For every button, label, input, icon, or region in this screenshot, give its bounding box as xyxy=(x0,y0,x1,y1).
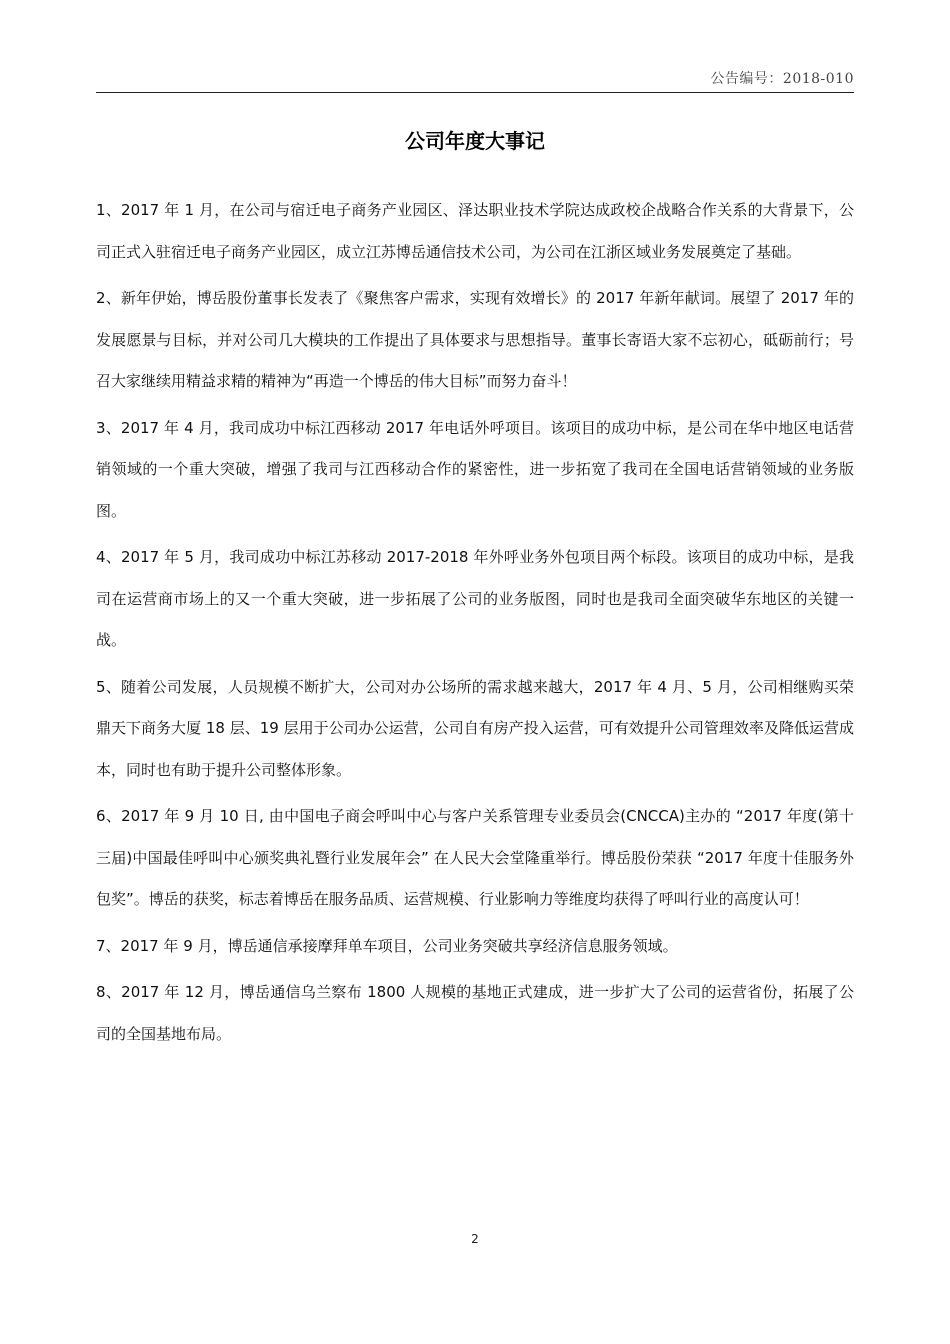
page-number: 2 xyxy=(471,1232,479,1246)
page-header xyxy=(96,70,854,93)
event-item-2: 2、新年伊始，博岳股份董事长发表了《聚焦客户需求，实现有效增长》的 2017 年新年献词。展望了 2017 年的发展愿景与目标，并对公司几大模块的工作提出了具体要求与思想指导。董事长寄语大家不忘初心，砥砺前行；号召大家继续用精益求精的精神为“再造一个博岳的伟大目标”而努力奋斗！ xyxy=(96,289,854,390)
event-item-6: 6、2017 年 9 月 10 日, 由中国电子商会呼叫中心与客户关系管理专业委员会(CNCCA)主办的 “2017 年度(第十三届)中国最佳呼叫中心颁奖典礼暨行业发展年会” 在人民大会堂隆重举行。博岳股份荣获 “2017 年度十佳服务外包奖”。博岳的获奖，标志着博岳在服务品质、运营规模、行业影响力等维度均获得了呼叫行业的高度认可！ xyxy=(96,807,854,908)
events-list xyxy=(96,190,854,1060)
event-item-4: 4、2017 年 5 月，我司成功中标江苏移动 2017-2018 年外呼业务外包项目两个标段。该项目的成功中标，是我司在运营商市场上的又一个重大突破，进一步拓展了公司的业务版图，同时也是我司全面突破华东地区的关键一战。 xyxy=(96,548,854,649)
event-item-8: 8、2017 年 12 月，博岳通信乌兰察布 1800 人规模的基地正式建成，进一步扩大了公司的运营省份，拓展了公司的全国基地布局。 xyxy=(96,983,854,1043)
page-title: 公司年度大事记 xyxy=(405,129,545,153)
event-item-5: 5、随着公司发展，人员规模不断扩大，公司对办公场所的需求越来越大，2017 年 4 月、5 月，公司相继购买荣鼎天下商务大厦 18 层、19 层用于公司办公运营，公司自有房产投入运营，可有效提升公司管理效率及降低运营成本，同时也有助于提升公司整体形象。 xyxy=(96,677,854,779)
announcement-number: 公告编号：2018-010 xyxy=(710,71,854,87)
event-item-1: 1、2017 年 1 月，在公司与宿迁电子商务产业园区、泽达职业技术学院达成政校企战略合作关系的大背景下，公司正式入驻宿迁电子商务产业园区，成立江苏博岳通信技术公司，为公司在江浙区域业务发展奠定了基础。 xyxy=(96,201,854,261)
event-item-3: 3、2017 年 4 月，我司成功中标江西移动 2017 年电话外呼项目。该项目的成功中标，是公司在华中地区电话营销领域的一个重大突破，增强了我司与江西移动合作的紧密性，进一步拓宽了我司在全国电话营销领域的业务版图。 xyxy=(96,418,854,520)
event-item-7: 7、2017 年 9 月，博岳通信承接摩拜单车项目，公司业务突破共享经济信息服务领域。 xyxy=(96,936,678,955)
